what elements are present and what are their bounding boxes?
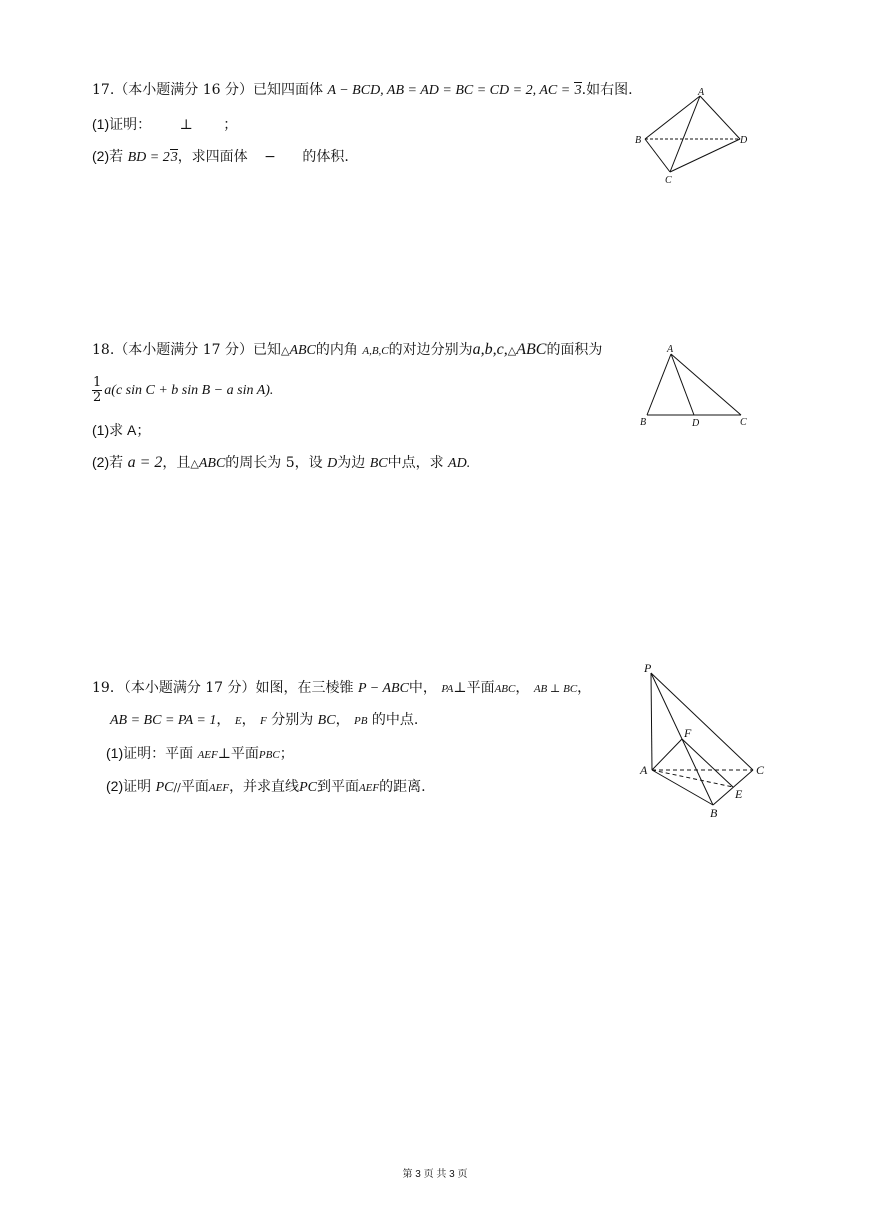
label-f: F [684, 726, 692, 740]
q18-sides: a,b,c, [472, 341, 508, 358]
q19-p2-mid: ，并求直线 [229, 779, 300, 795]
q17-p2-sqrt: 3 [170, 150, 178, 165]
q19-pyramid: P − ABC [357, 681, 409, 696]
q18-opp-sides: 的对边分别为 [388, 342, 473, 358]
q19-p1-perp: ⊥ [217, 746, 231, 762]
q19-pyramid-figure [638, 660, 773, 825]
edge-bc [713, 770, 753, 805]
q17-p1-label: (1)证明： [92, 116, 152, 132]
label-b: B [635, 135, 642, 146]
q18-frac-num: 1 [93, 374, 102, 390]
q19-p2-pc2: PC [299, 780, 317, 795]
q18-p2-mid: ，且 [162, 455, 191, 471]
q17-p1-end: ； [223, 117, 238, 133]
q18-area-expr: a(c sin C + b sin B − a sin A). [104, 383, 274, 398]
q18-p2-tri: △ [190, 457, 199, 470]
q18-p2-bc: BC [369, 456, 388, 471]
q19-pb: PB [354, 715, 368, 727]
q19-p2-to: 到平面 [316, 779, 359, 795]
segment-af [652, 739, 682, 770]
q19-pa: PA [441, 683, 454, 695]
q18-frac-den: 2 [93, 389, 102, 405]
q17-p2-label: (2)若 [92, 148, 124, 164]
q18-abc-2: ABC [516, 341, 547, 358]
q19-plane-abc: ABC [494, 683, 516, 695]
segment-fe [682, 739, 733, 787]
q18-p2-d: D [327, 456, 338, 471]
segment-ae-hidden [652, 770, 733, 787]
q17-p2-end: 的体积. [302, 149, 349, 165]
q19-p2-plane: 平面 [180, 779, 209, 795]
q19-p1-pbc: PBC [258, 749, 280, 761]
q18-area-formula [92, 374, 273, 407]
label-a: A [698, 87, 705, 98]
q17-p2-dash: − [264, 149, 276, 165]
q19-bc: BC [317, 713, 336, 728]
q19-p1-plane: 平面 [230, 746, 259, 762]
q17-head: 17.（本小题满分 16 分）已知四面体 [92, 82, 323, 98]
q18-p2-abc: ABC [198, 456, 226, 471]
label-b: B [710, 806, 718, 820]
q18-p2-on: 为边 [337, 455, 366, 471]
edge-ad [700, 96, 740, 139]
q19-f: F [260, 715, 267, 727]
q18-tri: △ [280, 344, 290, 357]
q17-part1 [92, 114, 237, 135]
q19-p2-label: (2)证明 [106, 778, 152, 794]
q18-p2-label: (2)若 [92, 454, 124, 470]
edge-pa [651, 673, 652, 770]
q19-ab-perp-bc: AB ⊥ BC [533, 683, 578, 695]
q18-stem [92, 340, 602, 361]
page-footer: 第 3 页 共 3 页 [402, 1169, 468, 1180]
q19-p2-aef2: AEF [358, 782, 380, 794]
q19-head: 19．（本小题满分 17 分）如图，在三棱锥 [92, 680, 354, 696]
q19-stem [92, 678, 591, 699]
q19-e: E [234, 715, 242, 727]
q17-p2-mid: ，求四面体 [177, 149, 248, 165]
q17-stem [92, 80, 633, 101]
q19-p2-aef: AEF [208, 782, 230, 794]
label-e: E [735, 787, 743, 801]
q18-inner-angle: 的内角 [315, 342, 358, 358]
edge-bc [645, 139, 670, 172]
q18-fraction [92, 376, 102, 405]
q17-tetrahedron-figure [630, 86, 755, 186]
q18-angles: A,B,C [362, 345, 389, 357]
side-ab [647, 354, 671, 415]
q17-part2 [92, 146, 349, 168]
label-d: D [740, 135, 748, 146]
q19-equalities: AB = BC = PA = 1 [110, 713, 217, 728]
edge-cd [670, 139, 740, 172]
label-p: P [644, 661, 652, 675]
q17-condition: A − BCD, AB = AD = BC = CD = 2, AC = [327, 83, 574, 98]
side-ac [671, 354, 741, 415]
q19-sep: ， [216, 712, 231, 728]
q17-p2-expr: BD = 2 [127, 150, 170, 165]
q18-part2 [92, 452, 470, 474]
q19-plane-label: 平面 [466, 680, 495, 696]
q19-part1 [106, 743, 294, 765]
label-c: C [756, 763, 765, 777]
edge-ab [652, 770, 713, 805]
q19-comma2: ， [577, 680, 592, 696]
q19-p2-pc: PC [155, 780, 174, 795]
q17-sqrt: 3 [574, 83, 582, 98]
q18-triangle-figure [635, 342, 755, 432]
label-a: A [640, 763, 648, 777]
q19-p1-aef: AEF [197, 749, 218, 761]
q18-tri-2: △ [507, 344, 517, 357]
label-b: B [640, 417, 647, 428]
q18-p2-a: a = 2 [127, 454, 163, 471]
q18-part1: (1)求 A； [92, 422, 151, 438]
q19-p1-end: ； [279, 746, 294, 762]
q19-in: 中， [408, 680, 437, 696]
label-a: A [667, 344, 674, 355]
q18-area-of: 的面积为 [546, 342, 603, 358]
q18-p2-ad: AD. [448, 456, 471, 471]
median-ad [671, 354, 694, 415]
q19-perp1: ⊥ [453, 680, 467, 696]
q19-line2-end: 的中点. [371, 712, 419, 728]
q19-stem-line2: AB = BC = PA = 1， E， F 分别为 BC， PB 的中点. [110, 712, 419, 728]
label-d: D [692, 418, 700, 429]
q19-p2-par: // [173, 781, 181, 794]
q18-p2-mid2: 中点，求 [387, 455, 444, 471]
q18-p2-perim: 的周长为 5，设 [225, 455, 323, 471]
q18-abc: ABC [289, 343, 316, 358]
q19-resp: 分别为 [271, 712, 314, 728]
q19-comma1: ， [515, 680, 530, 696]
label-c: C [665, 175, 672, 186]
label-c: C [740, 417, 747, 428]
q17-p1-perp: ⊥ [179, 117, 193, 133]
q19-p2-end: 的距离. [379, 779, 426, 795]
q17-tail: .如右图. [581, 82, 633, 98]
q19-part2 [106, 776, 426, 798]
q18-head: 18.（本小题满分 17 分）已知 [92, 342, 281, 358]
q19-p1-label: (1)证明：平面 [106, 745, 194, 761]
